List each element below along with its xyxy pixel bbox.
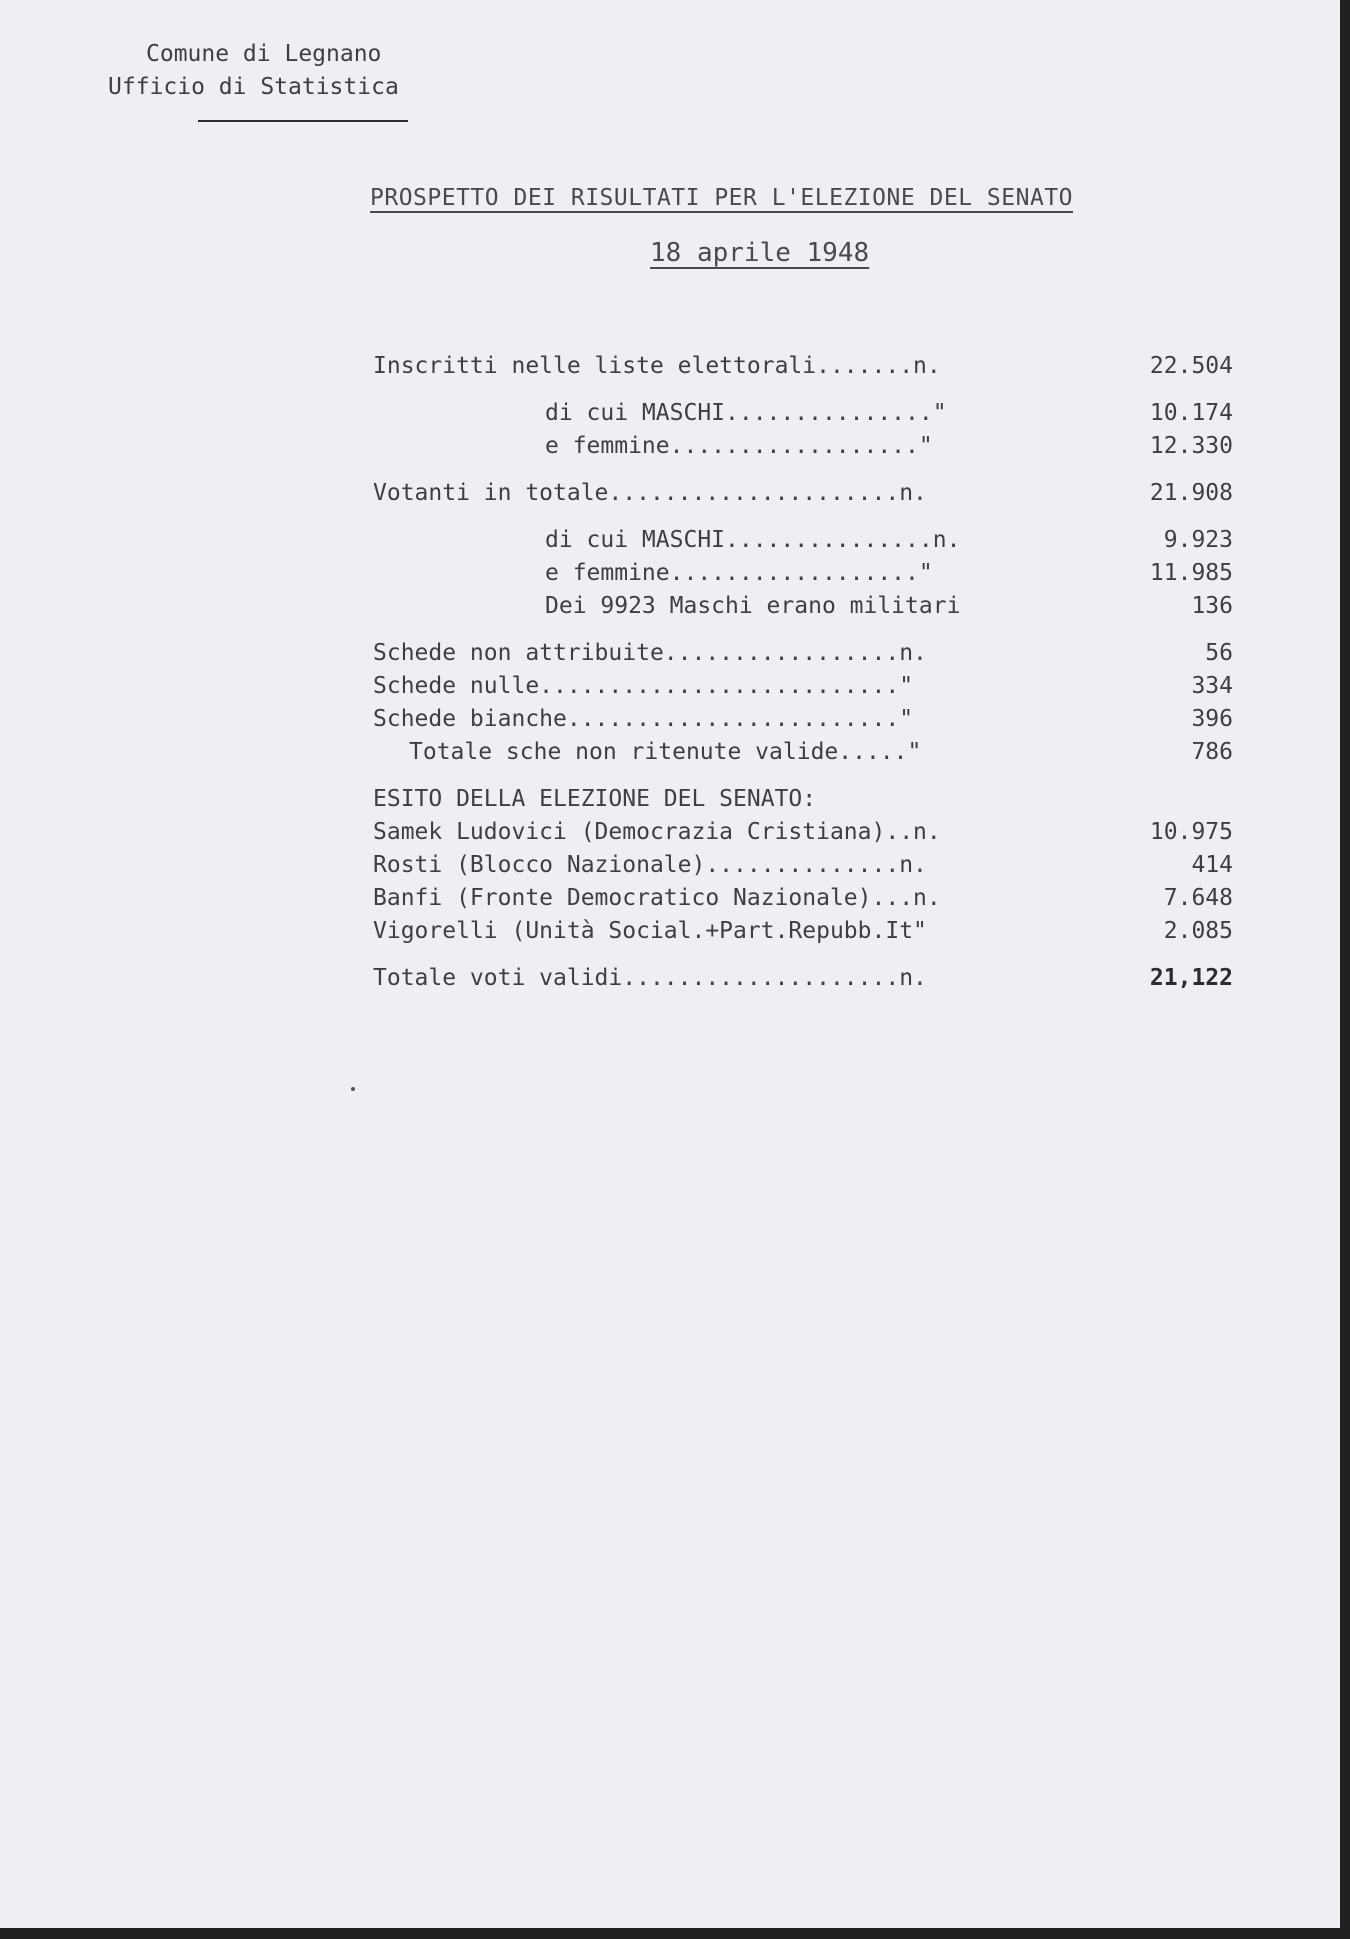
row-gap — [373, 769, 1233, 783]
results-row-inscritti — [373, 350, 1233, 383]
results-row-votanti-femmine — [373, 557, 1233, 590]
results-row-votanti — [373, 477, 1233, 510]
row-label: Rosti (Blocco Nazionale)..............n. — [373, 852, 927, 878]
row-label: Vigorelli (Unità Social.+Part.Repubb.It" — [373, 918, 927, 944]
row-value: 56 — [1205, 640, 1233, 666]
office-name: Ufficio di Statistica — [108, 74, 399, 100]
scan-border-right — [1340, 0, 1350, 1939]
row-value: 12.330 — [1149, 433, 1233, 459]
results-row-totale-validi — [373, 962, 1233, 995]
row-value: 21.908 — [1149, 480, 1233, 506]
results-section-heading — [373, 783, 1233, 816]
row-label: Dei 9923 Maschi erano militari — [545, 593, 961, 619]
row-value: 136 — [1191, 593, 1233, 619]
row-label: Schede nulle.........................." — [373, 673, 914, 699]
paper-speck — [351, 1087, 355, 1091]
row-gap — [373, 623, 1233, 637]
row-label: di cui MASCHI...............n. — [545, 527, 961, 553]
row-value: 22.504 — [1149, 353, 1233, 379]
document-title: PROSPETTO DEI RISULTATI PER L'ELEZIONE DEL SENATO — [370, 185, 1074, 211]
row-label: Votanti in totale.....................n. — [373, 480, 927, 506]
row-label: Samek Ludovici (Democrazia Cristiana)..n. — [373, 819, 941, 845]
row-gap — [373, 948, 1233, 962]
row-value: 7.648 — [1163, 885, 1233, 911]
row-value: 396 — [1191, 706, 1233, 732]
row-gap — [373, 463, 1233, 477]
results-row-non-attribuite — [373, 637, 1233, 670]
row-gap — [373, 510, 1233, 524]
row-label: Banfi (Fronte Democratico Nazionale)...n. — [373, 885, 941, 911]
row-value: 9.923 — [1163, 527, 1233, 553]
row-value: 10.174 — [1149, 400, 1233, 426]
election-date: 18 aprile 1948 — [650, 238, 870, 268]
header-divider — [198, 120, 408, 122]
results-row-candidate-vigorelli — [373, 915, 1233, 948]
results-row-bianche — [373, 703, 1233, 736]
results-row-nulle — [373, 670, 1233, 703]
results-table — [373, 350, 1233, 995]
row-label: di cui MASCHI..............." — [545, 400, 947, 426]
results-row-candidate-samek — [373, 816, 1233, 849]
results-row-inscritti-femmine — [373, 430, 1233, 463]
row-value: 10.975 — [1149, 819, 1233, 845]
row-value: 2.085 — [1163, 918, 1233, 944]
row-label: Schede non attribuite.................n. — [373, 640, 927, 666]
row-label: Totale sche non ritenute valide....." — [409, 739, 922, 765]
row-gap — [373, 383, 1233, 397]
row-value: 786 — [1191, 739, 1233, 765]
office-header — [108, 38, 399, 104]
row-value: 21,122 — [1149, 965, 1233, 991]
row-value: 11.985 — [1149, 560, 1233, 586]
results-row-candidate-banfi — [373, 882, 1233, 915]
row-label: e femmine.................." — [545, 560, 933, 586]
row-label: Totale voti validi....................n. — [373, 965, 927, 991]
municipality-name: Comune di Legnano — [146, 41, 382, 67]
section-heading: ESITO DELLA ELEZIONE DEL SENATO: — [373, 786, 817, 812]
results-row-non-valide — [373, 736, 1233, 769]
results-row-candidate-rosti — [373, 849, 1233, 882]
row-label: Inscritti nelle liste elettorali.......n. — [373, 353, 941, 379]
row-label: e femmine.................." — [545, 433, 933, 459]
row-value: 414 — [1191, 852, 1233, 878]
results-row-inscritti-maschi — [373, 397, 1233, 430]
results-row-votanti-maschi — [373, 524, 1233, 557]
results-row-militari — [373, 590, 1233, 623]
row-value: 334 — [1191, 673, 1233, 699]
scan-border-bottom — [0, 1928, 1350, 1939]
row-label: Schede bianche........................" — [373, 706, 914, 732]
